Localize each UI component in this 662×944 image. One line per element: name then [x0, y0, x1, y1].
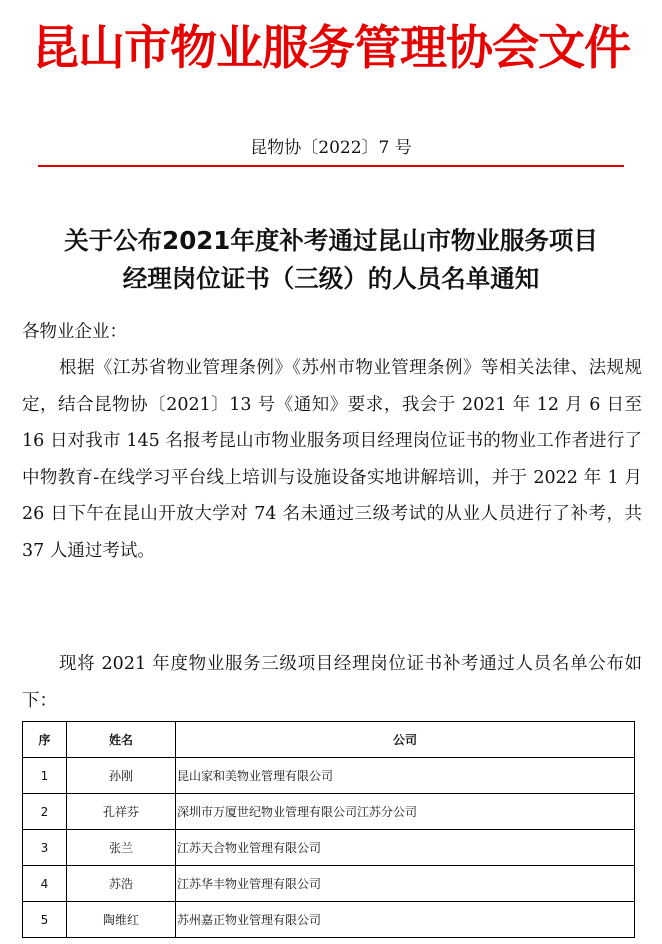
- red-divider-line: [38, 165, 624, 167]
- body-paragraph-2: 现将 2021 年度物业服务三级项目经理岗位证书补考通过人员名单公布如下：: [22, 654, 642, 711]
- notice-title: [18, 222, 644, 298]
- cell-company: 苏州嘉正物业管理有限公司: [176, 902, 635, 938]
- header-seq: 序: [23, 722, 67, 758]
- cell-seq: 5: [23, 902, 67, 938]
- document-header-title: 昆山市物业服务管理协会文件: [32, 21, 630, 76]
- header-company: 公司: [176, 722, 635, 758]
- table-row: [23, 758, 635, 794]
- cell-seq: 4: [23, 866, 67, 902]
- table-row: [23, 794, 635, 830]
- table-row: [23, 902, 635, 938]
- cell-seq: 3: [23, 830, 67, 866]
- cell-company: 江苏华丰物业管理有限公司: [176, 866, 635, 902]
- cell-company: 江苏天合物业管理有限公司: [176, 830, 635, 866]
- cell-name: 苏浩: [67, 866, 176, 902]
- cell-seq: 1: [23, 758, 67, 794]
- table-header-row: [23, 722, 635, 758]
- cell-name: 孙刚: [67, 758, 176, 794]
- document-number: 昆物协〔2022〕7 号: [250, 138, 412, 158]
- table-row: [23, 830, 635, 866]
- table-row: [23, 866, 635, 902]
- notice-title-line-1: 关于公布2021年度补考通过昆山市物业服务项目: [64, 226, 598, 255]
- cell-seq: 2: [23, 794, 67, 830]
- cell-name: 张兰: [67, 830, 176, 866]
- salutation: 各物业企业：: [22, 322, 127, 342]
- header-name: 姓名: [67, 722, 176, 758]
- cell-company: 昆山家和美物业管理有限公司: [176, 758, 635, 794]
- body-paragraph-1: 根据《江苏省物业管理条例》《苏州市物业管理条例》等相关法律、法规规定，结合昆物协〔2021〕13 号《通知》要求，我会于 2021 年 12 月 6 日至 16 日对我市 145 名报考昆山市物业服务项目经理岗位证书的物业工作者进行了中物教育-在线学习平台线上培训与设施设备实地讲解培训，并于 2022 年 1 月 26 日下午在昆山开放大学对 74 名未通过三级考试的从业人员进行了补考，共 37 人通过考试。: [22, 358, 642, 561]
- cell-name: 陶维红: [67, 902, 176, 938]
- notice-title-line-2: 经理岗位证书（三级）的人员名单通知: [122, 264, 540, 293]
- passed-personnel-table: [22, 721, 635, 938]
- cell-name: 孔祥芬: [67, 794, 176, 830]
- cell-company: 深圳市万厦世纪物业管理有限公司江苏分公司: [176, 794, 635, 830]
